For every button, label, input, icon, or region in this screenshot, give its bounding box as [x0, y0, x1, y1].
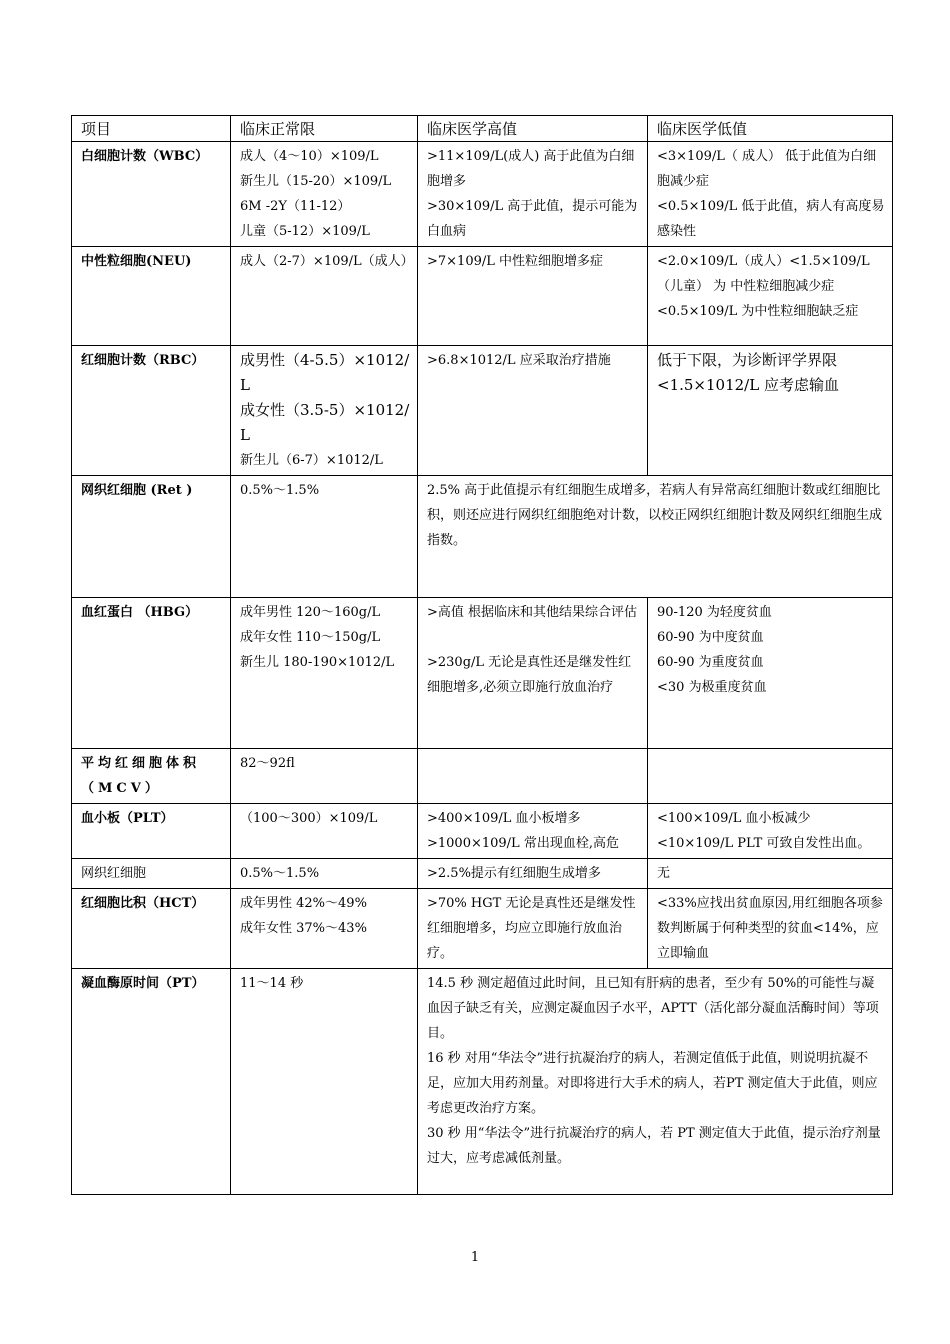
low-cell [648, 804, 893, 859]
normal-cell: 11～14 秒 [231, 969, 418, 1195]
normal-cell: 0.5%～1.5% [231, 476, 418, 598]
item-cell: 红细胞计数（RBC） [72, 346, 231, 476]
item-cell: 凝血酶原时间（PT） [72, 969, 231, 1195]
normal-line: 成年男性 120～160g/L [240, 605, 381, 620]
high-line: >230g/L 无论是真性还是继发性红细胞增多,必须立即施行放血治疗 [427, 655, 632, 695]
normal-line: 6M -2Y（11-12） [240, 199, 351, 214]
low-line: 60-90 为重度贫血 [657, 655, 764, 670]
low-line: <30 为极重度贫血 [657, 680, 767, 695]
header-high: 临床医学高值 [418, 116, 648, 142]
table-row-neu [72, 247, 893, 346]
normal-line: 新生儿 180-190×1012/L [240, 655, 395, 670]
item-cell: 网织红细胞 (Ret ) [72, 476, 231, 598]
table-header-row [72, 116, 893, 142]
high-line: >30×109/L 高于此值，提示可能为白血病 [427, 199, 638, 239]
merged-cell [418, 969, 893, 1195]
low-cell [648, 749, 893, 804]
low-line: <0.5×109/L 为中性粒细胞缺乏症 [657, 304, 859, 319]
table-row-ret2 [72, 859, 893, 889]
high-cell [418, 598, 648, 749]
low-line: 低于下限，为诊断评学界限 [657, 351, 838, 369]
page-number: 1 [470, 1250, 480, 1265]
high-line: >400×109/L 血小板增多 [427, 811, 581, 826]
table-row-mcv [72, 749, 893, 804]
table-row-wbc [72, 142, 893, 247]
low-line: <3×109/L（ 成人） 低于此值为白细胞减少症 [657, 149, 877, 189]
table-row-rbc [72, 346, 893, 476]
pt-paragraph: 30 秒 用“华法令”进行抗凝治疗的病人，若 PT 测定值大于此值，提示治疗剂量过大，应考虑减低剂量。 [427, 1126, 881, 1166]
high-cell: >70% HGT 无论是真性还是继发性红细胞增多，均应立即施行放血治疗。 [418, 889, 648, 969]
normal-line: 成年男性 42%～49% [240, 896, 367, 911]
item-cell: 红细胞比积（HCT） [72, 889, 231, 969]
merged-cell: 2.5% 高于此值提示有红细胞生成增多，若病人有异常高红细胞计数或红细胞比积，则还应进行网织红细胞绝对计数，以校正网织红细胞计数及网织红细胞生成指数。 [418, 476, 893, 598]
high-line: >高值 根据临床和其他结果综合评估 [427, 605, 638, 620]
low-cell: <33%应找出贫血原因,用红细胞各项参数判断属于何种类型的贫血<14%，应立即输血 [648, 889, 893, 969]
low-line: <2.0×109/L（成人）<1.5×109/L（儿童） 为 中性粒细胞减少症 [657, 254, 870, 294]
high-line: >11×109/L(成人) 高于此值为白细胞增多 [427, 149, 635, 189]
pt-paragraph: 16 秒 对用“华法令”进行抗凝治疗的病人，若测定值低于此值，则说明抗凝不足，应加大用药剂量。对即将进行大手术的病人，若PT 测定值大于此值，则应考虑更改治疗方案。 [427, 1051, 878, 1116]
table-row-pt [72, 969, 893, 1195]
normal-cell: （100～300）×109/L [231, 804, 418, 859]
high-cell: >7×109/L 中性粒细胞增多症 [418, 247, 648, 346]
table-row-plt [72, 804, 893, 859]
normal-cell: 0.5%～1.5% [231, 859, 418, 889]
normal-line: 成年女性 37%～43% [240, 921, 367, 936]
item-cell: 血小板（PLT） [72, 804, 231, 859]
low-line: <100×109/L 血小板减少 [657, 811, 811, 826]
normal-line: 新生儿（6-7）×1012/L [240, 453, 383, 468]
low-cell [648, 247, 893, 346]
lab-values-table [71, 115, 893, 1195]
header-item: 项目 [72, 116, 231, 142]
high-cell [418, 142, 648, 247]
normal-cell: 成人（2-7）×109/L（成人） [231, 247, 418, 346]
normal-cell [231, 598, 418, 749]
high-line: >1000×109/L 常出现血栓,高危 [427, 836, 619, 851]
normal-cell [231, 346, 418, 476]
item-cell: 血红蛋白 （HBG） [72, 598, 231, 749]
item-cell: 平均红细胞体积（MCV） [72, 749, 231, 804]
high-cell [418, 804, 648, 859]
low-line: <0.5×109/L 低于此值，病人有高度易感染性 [657, 199, 885, 239]
item-cell: 中性粒细胞(NEU) [72, 247, 231, 346]
low-line: 90-120 为轻度贫血 [657, 605, 772, 620]
high-cell: >2.5%提示有红细胞生成增多 [418, 859, 648, 889]
pt-paragraph: 14.5 秒 测定超值过此时间，且已知有肝病的患者，至少有 50%的可能性与凝血因子缺乏有关，应测定凝血因子水平，APTT（活化部分凝血活酶时间）等项目。 [427, 976, 879, 1041]
low-line: 60-90 为中度贫血 [657, 630, 764, 645]
high-cell: >6.8×1012/L 应采取治疗措施 [418, 346, 648, 476]
header-low: 临床医学低值 [648, 116, 893, 142]
normal-line: 成年女性 110～150g/L [240, 630, 381, 645]
normal-cell [231, 889, 418, 969]
low-cell [648, 598, 893, 749]
normal-line: 新生儿（15-20）×109/L [240, 174, 392, 189]
table-row-ret [72, 476, 893, 598]
normal-cell: 82～92fl [231, 749, 418, 804]
low-cell: 无 [648, 859, 893, 889]
normal-cell [231, 142, 418, 247]
normal-line: 成女性（3.5-5）×1012/L [240, 401, 410, 444]
high-cell [418, 749, 648, 804]
low-cell [648, 346, 893, 476]
item-cell: 白细胞计数（WBC） [72, 142, 231, 247]
normal-line: 成人（4～10）×109/L [240, 149, 379, 164]
table-row-hbg [72, 598, 893, 749]
table-row-hct [72, 889, 893, 969]
header-normal: 临床正常限 [231, 116, 418, 142]
normal-line: 儿童（5-12）×109/L [240, 224, 370, 239]
item-cell: 网织红细胞 [72, 859, 231, 889]
low-line: <10×109/L PLT 可致自发性出血。 [657, 836, 871, 851]
low-cell [648, 142, 893, 247]
normal-line: 成男性（4-5.5）×1012/L [240, 351, 410, 394]
low-line: <1.5×1012/L 应考虑输血 [657, 376, 839, 394]
